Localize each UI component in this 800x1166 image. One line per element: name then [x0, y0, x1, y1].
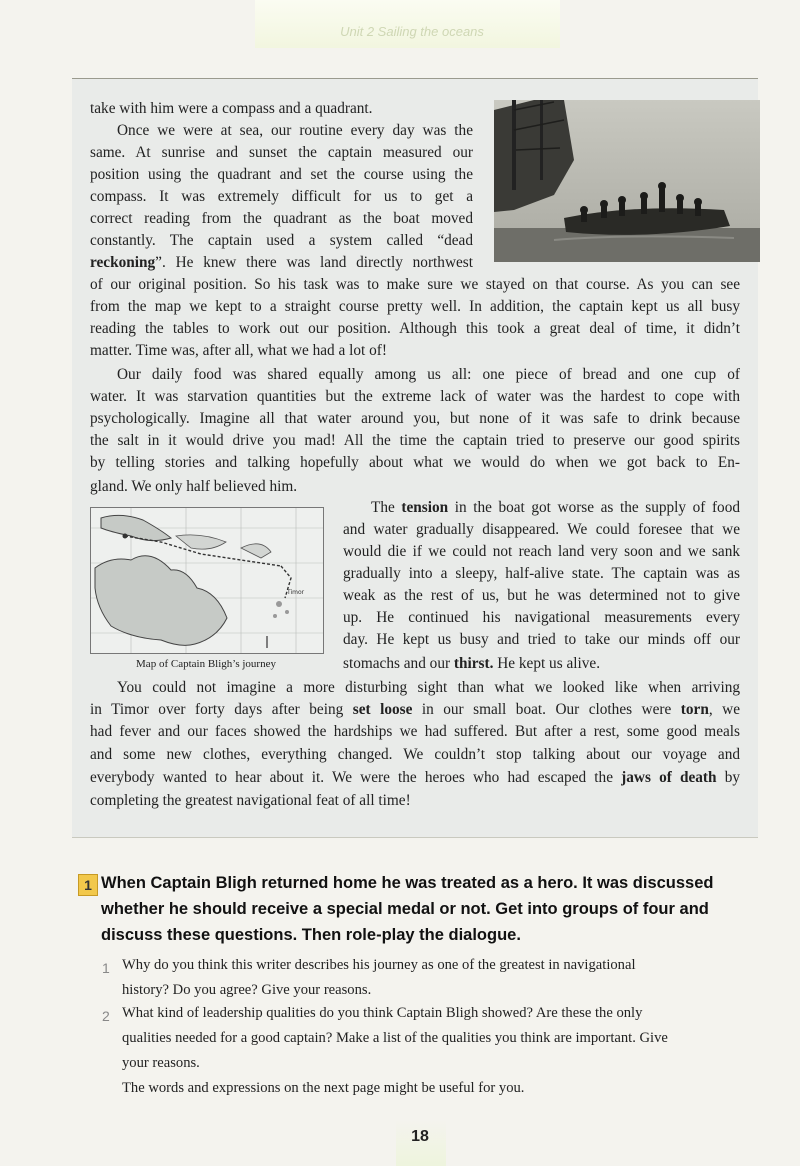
para3-line: up. He continued his navigational measurements every: [343, 609, 740, 626]
para1-line-dead-reckoning: [90, 252, 473, 274]
question-number: 1: [102, 960, 110, 976]
para2-line: water. It was starvation quantities but the extreme lack of water was the hardest to cope with: [90, 388, 740, 405]
para4-l2-pre: in Timor over forty days after being: [90, 701, 353, 718]
task-instruction-line: whether he should receive a special medal or not. Get into groups of four and: [101, 900, 709, 918]
para1-line-rest: ”. He knew there was land directly northwest: [155, 254, 473, 271]
ship-illustration: [494, 100, 760, 262]
question-number: 2: [102, 1008, 110, 1024]
para2-line: gland. We only half believed him.: [90, 478, 298, 495]
para2-line: the salt in it would drive you mad! All the time the captain tried to preserve our good spirits: [90, 432, 740, 449]
term-tension: tension: [401, 499, 449, 516]
para3-line: day. He kept us busy and tried to take our minds off our: [343, 631, 740, 648]
para1-line: same. At sunrise and sunset the captain measured our: [90, 144, 473, 161]
ship-scene-icon: [494, 100, 760, 262]
para4-line: completing the greatest navigational feat of all time!: [90, 792, 411, 809]
term-dead-reckoning: reckoning: [90, 254, 156, 271]
para1-wide-line: matter. Time was, after all, what we had a lot of!: [90, 342, 387, 359]
map-label-timor: Timor: [287, 589, 305, 596]
para3-last-pre: stomachs and our: [343, 655, 454, 672]
question-line: your reasons.: [122, 1055, 200, 1071]
para1-line: position using the quadrant and set the course using the: [90, 166, 473, 183]
term-thirst: thirst.: [453, 655, 494, 672]
para3-line: gradually into a sleepy, half-alive state. The captain was as: [343, 565, 740, 582]
para1-line: compass. It was extremely difficult for us to get a: [90, 188, 473, 205]
para4-line: and some new clothes, everything changed. We couldn’t stop talking about our voyage and: [90, 746, 740, 763]
term-set-loose: set loose: [352, 701, 413, 718]
para4-l2-mid: in our small boat. Our clothes were: [412, 701, 681, 718]
question-line: What kind of leadership qualities do you think Captain Bligh showed? Are these the only: [122, 1005, 643, 1021]
para4-l5-post: by: [716, 769, 741, 786]
para3-line-thirst: [343, 653, 740, 675]
para1-line: correct reading from the quadrant as the boat moved: [90, 210, 473, 227]
para3-line: and water gradually disappeared. We could foresee that we: [343, 521, 740, 538]
para2-line: by telling stories and talking hopefully about what we would do when we got back to En-: [90, 454, 740, 471]
task-number-badge: 1: [78, 874, 98, 896]
map-icon: [91, 508, 323, 653]
para1-line: constantly. The captain used a system called “dead: [90, 232, 473, 249]
para2-line: Our daily food was shared equally among us all: one piece of bread and one cup of: [117, 366, 740, 383]
task-note: The words and expressions on the next page might be useful for you.: [122, 1080, 525, 1096]
question-line: qualities needed for a good captain? Make a list of the qualities you think are important. Give: [122, 1030, 668, 1046]
term-jaws-of-death: jaws of death: [621, 769, 717, 786]
para3-post: in the boat got worse as the supply of food: [448, 499, 740, 516]
para4-line: You could not imagine a more disturbing sight than what we looked like when arriving: [117, 679, 740, 696]
term-torn: torn: [680, 701, 709, 718]
para3-line: weak as the rest of us, but he was determined not to give: [343, 587, 740, 604]
map-illustration: [90, 507, 324, 654]
para3-line: would die if we could not reach land very soon and we sank: [343, 543, 740, 560]
para1-wide-line: from the map we kept to a straight course pretty well. In addition, the captain kept us all busy: [90, 298, 740, 315]
task-instruction-line: When Captain Bligh returned home he was treated as a hero. It was discussed: [101, 874, 714, 892]
map-caption: Map of Captain Bligh’s journey: [136, 658, 276, 670]
page-number: 18: [411, 1128, 429, 1145]
para3-line-tension: [371, 497, 740, 519]
para4-line: had fever and our faces showed the hardships we had suffered. But after a rest, some good meals: [90, 723, 740, 740]
para2-line: psychologically. Imagine all that water around you, but none of it was safe to drink because: [90, 410, 740, 427]
para1-wide-line: reading the tables to work out our position. Although this took a great deal of time, it didn’t: [90, 320, 740, 337]
para1-line: Once we were at sea, our routine every day was the: [117, 122, 473, 139]
para1-line: take with him were a compass and a quadrant.: [90, 100, 373, 117]
para3-pre: The: [371, 499, 402, 516]
para1-wide-line: of our original position. So his task was to make sure we stayed on that course. As you can see: [90, 276, 740, 293]
para4-line-jaws: [90, 767, 740, 789]
task-instruction-line: discuss these questions. Then role-play the dialogue.: [101, 926, 521, 944]
para4-line-set-loose: [90, 699, 740, 721]
unit-title: Unit 2 Sailing the oceans: [340, 24, 484, 39]
question-line: history? Do you agree? Give your reasons.: [122, 982, 372, 998]
para4-l2-post: , we: [708, 701, 740, 718]
para4-l5-pre: everybody wanted to hear about it. We were the heroes who had escaped the: [90, 769, 622, 786]
question-line: Why do you think this writer describes his journey as one of the greatest in navigational: [122, 957, 636, 973]
para3-last-post: He kept us alive.: [493, 655, 601, 672]
